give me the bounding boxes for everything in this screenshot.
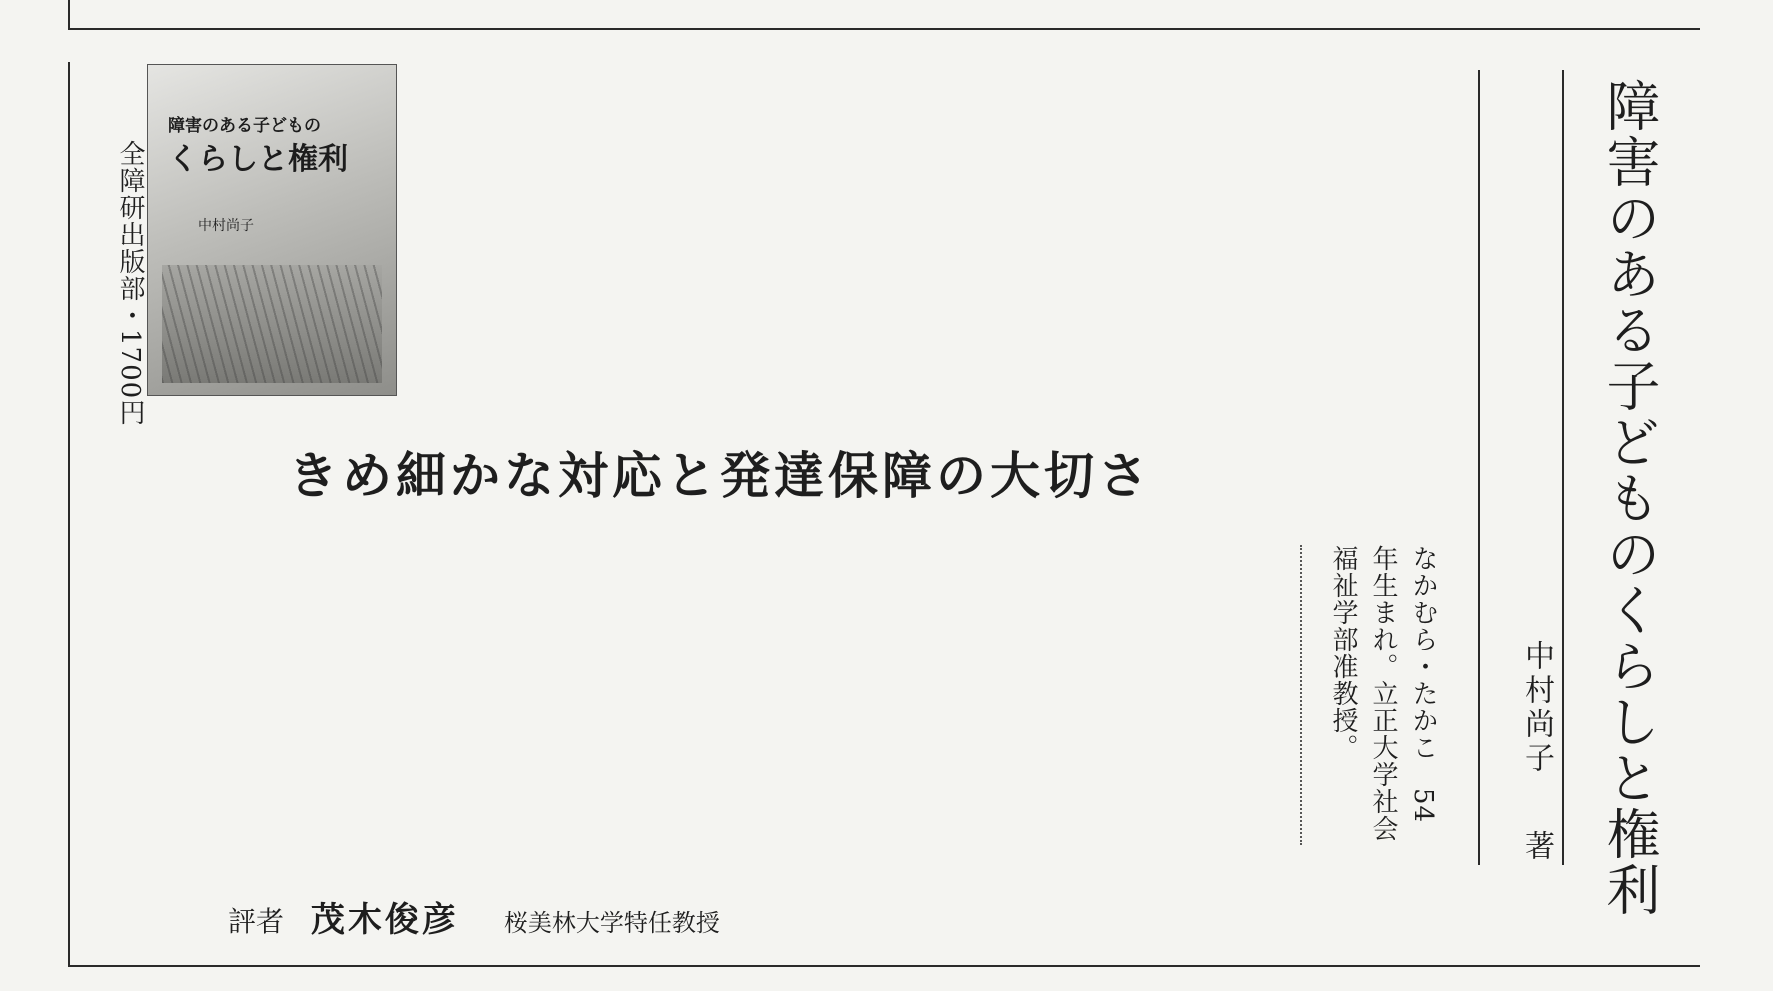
top-left-rule xyxy=(68,0,70,30)
title-divider-rule xyxy=(1562,70,1564,865)
reviewer-label: 評者 xyxy=(228,905,285,938)
divider-rule xyxy=(1478,70,1480,865)
book-cover-author: 中村尚子 xyxy=(198,218,254,234)
book-cover-title-line2: くらしと権利 xyxy=(168,142,348,177)
publisher-price: 全障研出版部・1700円 xyxy=(115,140,145,427)
headline: きめ細かな対応と発達保障の大切さ xyxy=(288,446,1152,505)
book-cover-title-line1: 障害のある子どもの xyxy=(168,116,321,136)
author-line xyxy=(1514,640,1558,864)
bottom-rule xyxy=(68,965,1700,967)
book-cover-image xyxy=(147,64,397,396)
left-border xyxy=(68,62,70,967)
reviewer-affiliation: 桜美林大学特任教授 xyxy=(503,909,720,937)
reviewer-name: 茂木俊彦 xyxy=(310,900,459,940)
author-bio: なかむら・たかこ 54年生まれ。立正大学社会福祉学部准教授。 xyxy=(1328,545,1438,842)
reviewer-line xyxy=(228,892,720,941)
article-title: 障害のある子どものくらしと権利 xyxy=(1598,78,1661,918)
top-rule xyxy=(68,28,1700,30)
book-cover-title xyxy=(168,109,348,181)
author-name: 中村尚子 xyxy=(1519,640,1554,776)
author-role: 著 xyxy=(1519,829,1554,864)
book-cover-illustration xyxy=(162,265,382,383)
